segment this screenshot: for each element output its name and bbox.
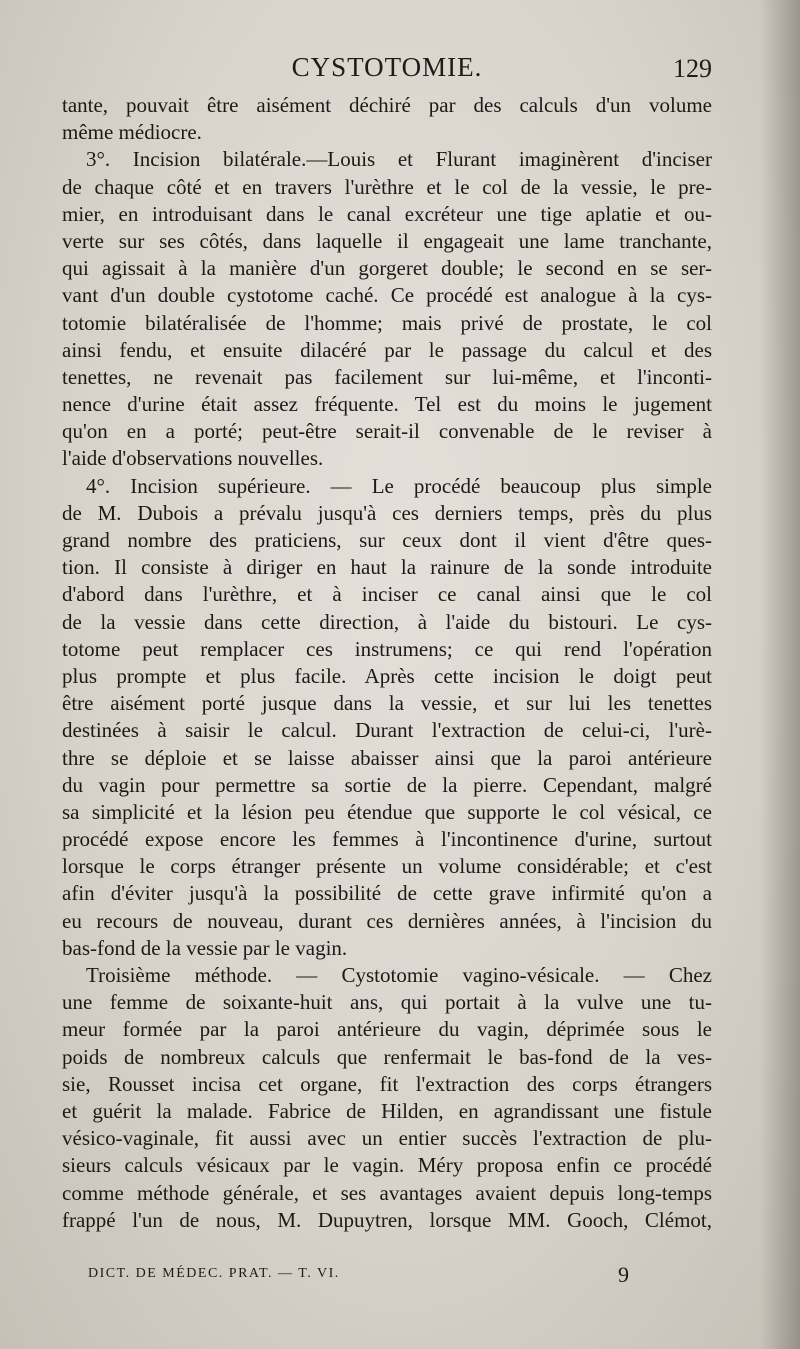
- text-line: tion. Il consiste à diriger en haut la rainure de la sonde introduite: [62, 555, 712, 580]
- text-line: sieurs calculs vésicaux par le vagin. Méry proposa enfin ce procédé: [62, 1153, 712, 1178]
- text-line: sa simplicité et la lésion peu étendue que supporte le col vésical, ce: [62, 799, 712, 824]
- text-line: vésico-vaginale, fit aussi avec un entier succès l'extraction de plu-: [62, 1126, 712, 1151]
- page-edge-shadow: [760, 0, 800, 1349]
- text-line: de M. Dubois a prévalu jusqu'à ces derniers temps, près du plus: [62, 500, 712, 525]
- printer-signature: DICT. DE MÉDEC. PRAT. — T. VI.: [88, 1266, 340, 1281]
- body-text: [62, 92, 712, 1234]
- text-line: qu'on en a porté; peut-être serait-il convenable de le reviser à: [62, 419, 712, 444]
- text-line: 4°. Incision supérieure. — Le procédé beaucoup plus simple: [86, 473, 712, 498]
- running-head-title: CYSTOTOMIE.: [291, 52, 483, 82]
- text-line: 3°. Incision bilatérale.—Louis et Flurant imaginèrent d'inciser: [86, 147, 712, 172]
- text-line: lorsque le corps étranger présente un volume considérable; et c'est: [62, 854, 712, 879]
- text-line: procédé expose encore les femmes à l'incontinence d'urine, surtout: [62, 827, 712, 852]
- text-line: plus prompte et plus facile. Après cette incision le doigt peut: [62, 663, 712, 688]
- text-line: être aisément porté jusque dans la vessie, et sur lui les tenettes: [62, 691, 712, 716]
- text-line: afin d'éviter jusqu'à la possibilité de cette grave infirmité qu'on a: [62, 881, 712, 906]
- text-line: du vagin pour permettre sa sortie de la pierre. Cependant, malgré: [62, 772, 712, 797]
- signature-mark: 9: [618, 1262, 629, 1287]
- text-line: meur formée par la paroi antérieure du vagin, déprimée sous le: [62, 1017, 712, 1042]
- text-line: sie, Rousset incisa cet organe, fit l'extraction des corps étrangers: [62, 1071, 712, 1096]
- text-line: mier, en introduisant dans le canal excréteur une tige aplatie et ou-: [62, 201, 712, 226]
- text-line: tante, pouvait être aisément déchiré par des calculs d'un volume: [62, 93, 712, 117]
- page-number: 129: [673, 54, 712, 83]
- text-line: totome peut remplacer ces instrumens; ce qui rend l'opération: [62, 636, 712, 661]
- text-line: bas-fond de la vessie par le vagin.: [62, 935, 348, 960]
- text-line: et guérit la malade. Fabrice de Hilden, en agrandissant une fistule: [62, 1098, 712, 1123]
- text-line: verte sur ses côtés, dans laquelle il engageait une lame tranchante,: [62, 228, 712, 253]
- text-line: destinées à saisir le calcul. Durant l'extraction de celui-ci, l'urè-: [62, 718, 712, 743]
- text-line: d'abord dans l'urèthre, et à inciser ce canal ainsi que le col: [62, 582, 712, 607]
- text-line: eu recours de nouveau, durant ces dernières années, à l'incision du: [62, 908, 712, 933]
- text-line: même médiocre.: [62, 120, 202, 145]
- text-line: poids de nombreux calculs que renfermait le bas-fond de la ves-: [62, 1044, 712, 1069]
- text-line: vant d'un double cystotome caché. Ce procédé est analogue à la cys-: [62, 283, 712, 308]
- page-footer: [88, 1262, 648, 1290]
- text-line: comme méthode générale, et ses avantages avaient depuis long-temps: [62, 1180, 712, 1205]
- text-line: tenettes, ne revenait pas facilement sur lui-même, et l'inconti-: [62, 364, 712, 389]
- text-line: nence d'urine était assez fréquente. Tel est du moins le jugement: [62, 392, 712, 417]
- text-line: thre se déploie et se laisse abaisser ainsi que la paroi antérieure: [62, 745, 712, 770]
- text-line: Troisième méthode. — Cystotomie vagino-vésicale. — Chez: [86, 963, 712, 987]
- text-line: qui agissait à la manière d'un gorgeret double; le second en se ser-: [62, 256, 712, 281]
- text-line: grand nombre des praticiens, sur ceux dont il vient d'être ques-: [62, 528, 712, 552]
- text-line: totomie bilatéralisée de l'homme; mais privé de prostate, le col: [62, 310, 712, 335]
- text-line: ainsi fendu, et ensuite dilacéré par le passage du calcul et des: [62, 337, 712, 362]
- text-line: frappé l'un de nous, M. Dupuytren, lorsque MM. Gooch, Clémot,: [62, 1207, 712, 1232]
- text-line: de chaque côté et en travers l'urèthre et le col de la vessie, le pre-: [62, 174, 712, 199]
- text-line: une femme de soixante-huit ans, qui portait à la vulve une tu-: [62, 990, 712, 1015]
- text-line: l'aide d'observations nouvelles.: [62, 446, 324, 471]
- text-line: de la vessie dans cette direction, à l'aide du bistouri. Le cys-: [62, 609, 712, 634]
- running-head: [62, 52, 712, 88]
